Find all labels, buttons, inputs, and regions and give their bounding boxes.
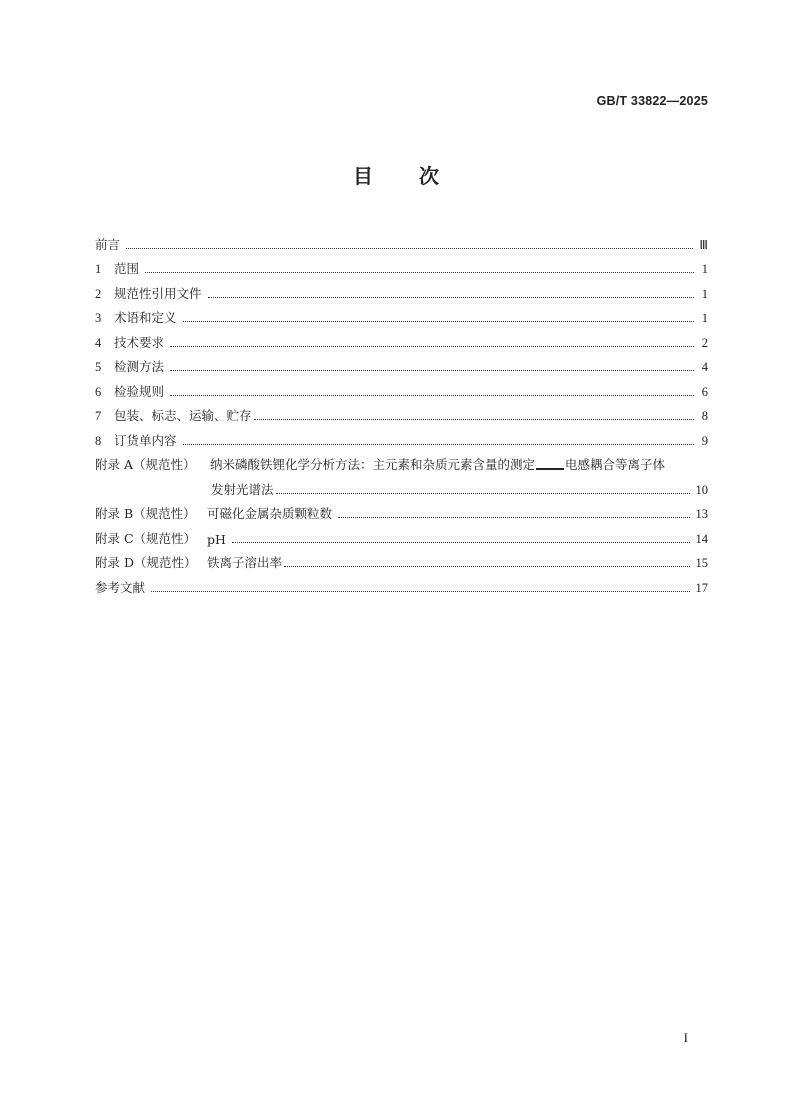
toc-entry-1[interactable] [95,253,708,278]
table-of-contents [95,228,708,596]
toc-label: 范围 [114,261,140,276]
toc-page: 4 [701,360,708,374]
toc-entry-7[interactable] [95,400,708,425]
toc-entry-annex-b[interactable] [95,498,708,523]
toc-number: 7 [95,409,102,423]
toc-number: 3 [95,311,102,325]
toc-number: 6 [95,384,102,399]
toc-entry-2[interactable] [95,277,708,302]
leader-dots [183,320,694,322]
toc-label: pH [207,531,226,547]
toc-page: 2 [701,335,708,350]
annex-prefix: 附录 C（规范性） [95,530,197,546]
toc-entry-4[interactable] [95,326,708,351]
toc-page: 1 [701,286,708,301]
toc-label: 参考文献 [95,579,146,595]
toc-entry-6[interactable] [95,375,708,400]
toc-page: 14 [695,531,708,546]
leader-dots [145,271,694,273]
toc-page: 9 [701,433,708,448]
toc-label: 检验规则 [114,383,165,399]
toc-page: 6 [701,384,708,399]
standard-code: GB/T 33822—2025 [596,94,708,108]
toc-entry-3[interactable] [95,302,708,327]
toc-entry-5[interactable] [95,351,708,376]
toc-label: 铁离子溶出率 [207,555,283,570]
leader-dots [183,443,694,445]
toc-label: 包装、标志、运输、贮存 [114,408,252,423]
annex-prefix: 附录 A（规范性） [95,457,196,472]
toc-page: 17 [695,580,708,595]
leader-dots [170,369,694,371]
toc-page: Ⅲ [699,237,708,252]
page-number: I [683,1030,688,1045]
title-char-2: 次 [419,164,439,188]
toc-entry-references[interactable] [95,571,708,596]
toc-number: 8 [95,433,102,448]
leader-dots [170,394,694,396]
toc-label: 术语和定义 [114,310,177,325]
toc-entry-annex-a-line2[interactable] [95,473,708,498]
toc-number: 1 [95,262,102,276]
toc-entry-annex-a[interactable] [95,449,708,474]
toc-entry-8[interactable] [95,424,708,449]
toc-label: 前言 [95,236,121,252]
title-char-1: 目 [353,164,373,188]
toc-label: 订货单内容 [114,432,177,448]
toc-label: 技术要求 [114,334,165,350]
toc-entry-annex-d[interactable] [95,547,708,572]
toc-page: 15 [695,556,708,570]
toc-page: 1 [701,262,708,276]
leader-dots [208,296,694,298]
toc-label-continued: 电感耦合等离子体 [565,457,666,472]
leader-dots [284,565,689,567]
leader-dots [170,345,694,347]
toc-page: 13 [695,507,708,521]
toc-label: 发射光谱法 [211,481,274,497]
leader-dots [126,247,693,249]
leader-dots [232,541,690,543]
leader-dots [338,516,689,518]
toc-label: 规范性引用文件 [114,285,202,301]
toc-label: 可磁化金属杂质颗粒数 [207,506,333,521]
toc-page: 8 [701,409,708,423]
page-title [0,160,792,189]
toc-number: 4 [95,335,102,350]
annex-prefix: 附录 B（规范性） [95,506,196,521]
leader-dots [151,590,689,592]
toc-label: 检测方法 [114,359,165,374]
toc-page: 1 [701,311,708,325]
toc-number: 5 [95,360,102,374]
toc-entry-annex-c[interactable] [95,522,708,547]
leader-dots [254,418,694,420]
leader-dots [276,492,690,494]
toc-entry-foreword[interactable] [95,228,708,253]
toc-number: 2 [95,286,102,301]
annex-prefix: 附录 D（规范性） [95,555,197,570]
toc-label: 纳米磷酸铁锂化学分析方法：主元素和杂质元素含量的测定 [210,457,536,472]
toc-page: 10 [695,482,708,497]
em-dash-rule [536,468,564,470]
